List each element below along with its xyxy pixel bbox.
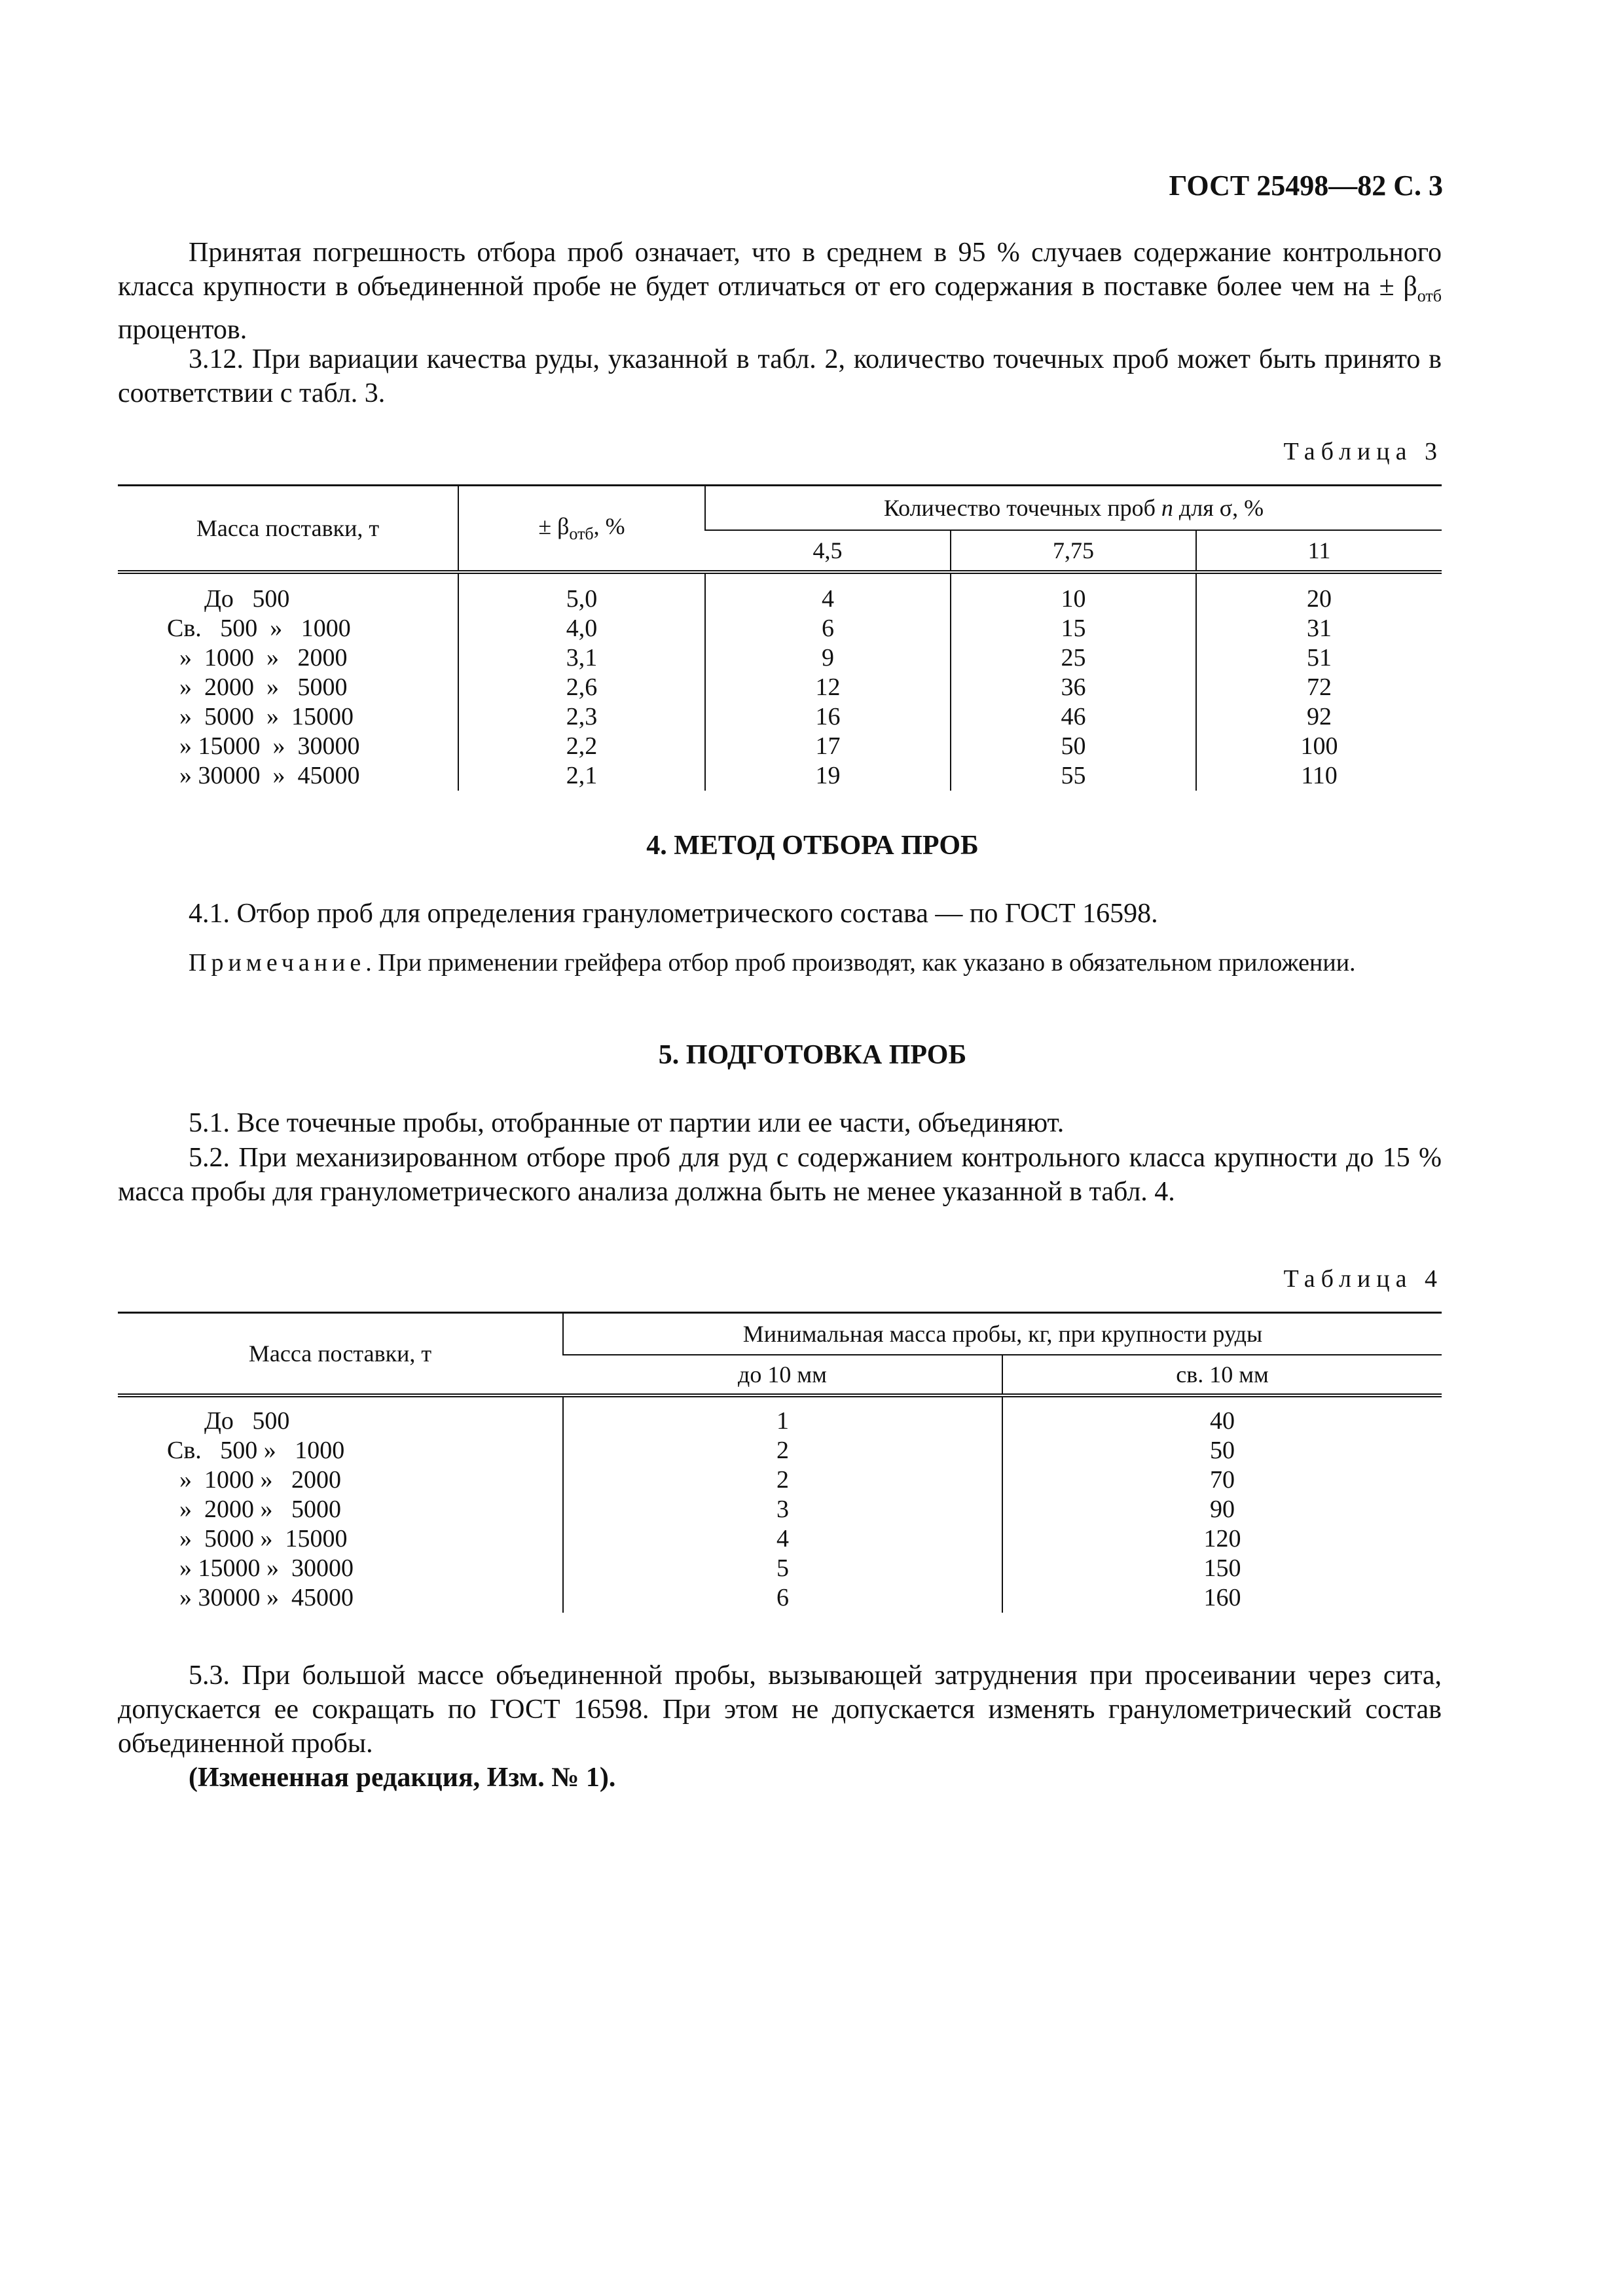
beta-subscript: отб bbox=[1417, 286, 1442, 306]
table3-header-beta: ± $\beta_{отб}$, % bbox=[458, 486, 705, 572]
page-header: ГОСТ 25498—82 С. 3 bbox=[1169, 170, 1443, 202]
note bbox=[118, 947, 1442, 978]
table3-header-group: Количество точечных проб n для σ, % bbox=[705, 486, 1442, 530]
table-row: » 2000 » 5000 3 90 bbox=[118, 1495, 1442, 1524]
table4-header-group: Минимальная масса пробы, кг, при крупности руды bbox=[563, 1313, 1442, 1355]
note-text: . При применении грейфера отбор проб производят, как указано в обязательном приложении. bbox=[365, 949, 1356, 977]
table-row: » 30000 » 45000 6 160 bbox=[118, 1583, 1442, 1613]
table-3 bbox=[118, 484, 1442, 791]
paragraph-3-12: 3.12. При вариации качества руды, указанной в табл. 2, количество точечных проб может быть принято в соответствии с табл. 3. bbox=[118, 344, 1442, 408]
table-4 bbox=[118, 1312, 1442, 1613]
table3-header-mass: Масса поставки, т bbox=[118, 486, 458, 572]
table-row: » 15000 » 30000 2,2 17 50 100 bbox=[118, 732, 1442, 761]
paragraph-4-1: 4.1. Отбор проб для определения гранулометрического состава — по ГОСТ 16598. bbox=[189, 899, 1158, 929]
table4-caption: Таблица 4 bbox=[1283, 1265, 1443, 1293]
note-label: Примечание bbox=[189, 949, 366, 977]
table-row: » 2000 » 5000 2,6 12 36 72 bbox=[118, 673, 1442, 702]
table3-header-sigma: 7,75 bbox=[951, 530, 1196, 572]
paragraph-5-3: 5.3. При большой массе объединенной пробы, вызывающей затруднения при просеивании через сита, допускается ее сокращать по ГОСТ 16598. При этом не допускается изменять гранулометрический состав объединенной пробы. bbox=[118, 1660, 1442, 1759]
section-5-title: 5. ПОДГОТОВКА ПРОБ bbox=[658, 1040, 967, 1070]
paragraph-5-2: 5.2. При механизированном отборе проб для руд с содержанием контрольного класса крупности до 15 % масса пробы для гранулометрического анализа должна быть не менее указанной в табл. 4. bbox=[118, 1143, 1442, 1207]
table3-header-sigma: 4,5 bbox=[705, 530, 951, 572]
paragraph-5-1: 5.1. Все точечные пробы, отобранные от партии или ее части, объединяют. bbox=[189, 1108, 1065, 1138]
table4-header-size: до 10 мм bbox=[563, 1355, 1002, 1395]
table-row: Св. 500 » 1000 4,0 6 15 31 bbox=[118, 614, 1442, 643]
paragraph-accuracy-text: Принятая погрешность отбора проб означает, что в среднем в 95 % случаев содержание контрольного класса крупности в объединенной пробе не будет отличаться от его содержания в поставке более чем на ± β bbox=[118, 238, 1442, 302]
table-row: Св. 500 » 1000 2 50 bbox=[118, 1436, 1442, 1465]
table-row: » 5000 » 15000 2,3 16 46 92 bbox=[118, 702, 1442, 732]
table4-header-size: св. 10 мм bbox=[1002, 1355, 1442, 1395]
table-row: » 30000 » 45000 2,1 19 55 110 bbox=[118, 761, 1442, 791]
table3-caption: Таблица 3 bbox=[1283, 438, 1443, 465]
table4-header-mass: Масса поставки, т bbox=[118, 1313, 563, 1395]
table3-header-sigma: 11 bbox=[1196, 530, 1442, 572]
table-row: » 1000 » 2000 3,1 9 25 51 bbox=[118, 643, 1442, 673]
table-row: До 500 5,0 4 10 20 bbox=[118, 584, 1442, 614]
table-row: » 1000 » 2000 2 70 bbox=[118, 1465, 1442, 1495]
table-row: До 500 1 40 bbox=[118, 1407, 1442, 1436]
table-row: » 5000 » 15000 4 120 bbox=[118, 1524, 1442, 1554]
table-row: » 15000 » 30000 5 150 bbox=[118, 1554, 1442, 1583]
amendment-note: (Измененная редакция, Изм. № 1). bbox=[189, 1763, 616, 1793]
section-4-title: 4. МЕТОД ОТБОРА ПРОБ bbox=[646, 831, 979, 861]
paragraph-accuracy bbox=[118, 236, 1442, 347]
paragraph-accuracy-tail: процентов. bbox=[118, 315, 247, 346]
